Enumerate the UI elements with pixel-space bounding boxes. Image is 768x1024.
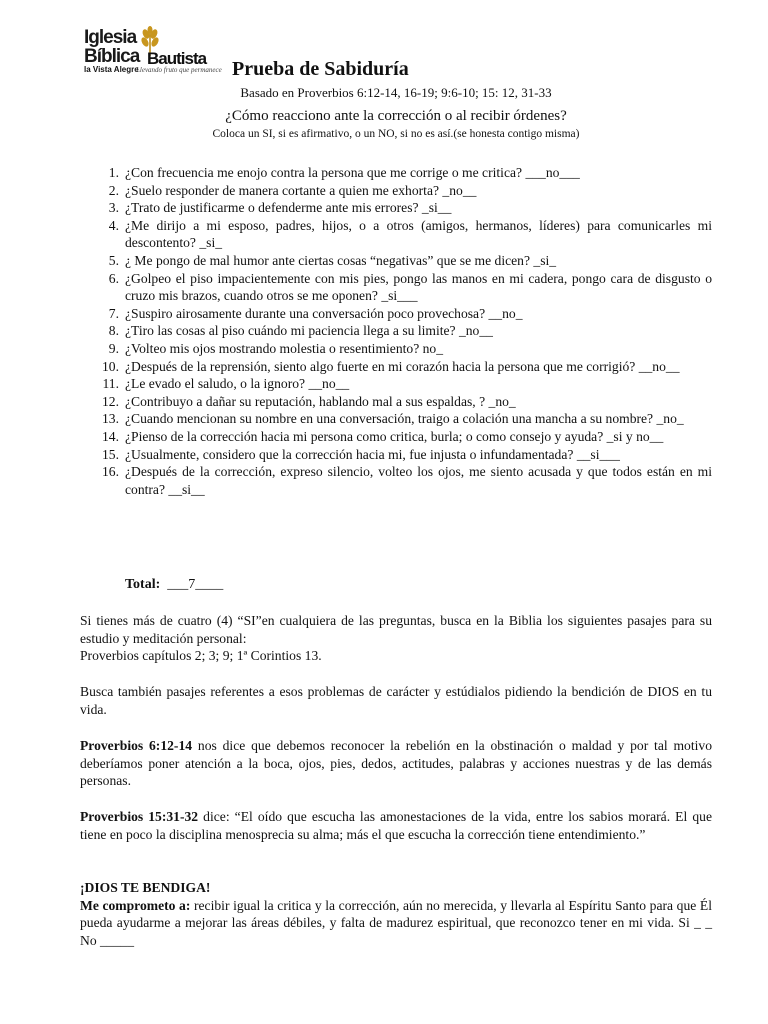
question-number: 6. [108,270,119,286]
question-text: ¿Usualmente, considero que la corrección hacia mi, fue injusta o infundamentada? __si___ [125,446,620,462]
question-number: 2. [108,182,119,198]
question-item [92,428,712,446]
commitment-paragraph [80,879,712,949]
commitment-text: recibir igual la critica y la corrección, aún no merecida, y llevarla al Espíritu Santo para que Él pueda ayudarme a mejorar las áreas débiles, y falta de madurez espiritual, que reconozco tener en mi vida. Si _ _ No _____ [80,897,712,948]
church-logo [84,26,224,76]
question-item [92,358,712,376]
logo-line-4: la Vista Alegre [84,65,139,74]
question-text: ¿Suelo responder de manera cortante a quien me exhorta? _no__ [125,182,477,198]
question-number: 1. [108,165,119,180]
question-number: 13. [102,411,119,427]
question-text: ¿Después de la corrección, expreso silencio, volteo los ojos, me siento acusada y que todos están en mi contra? __si__ [125,464,712,497]
question-item [92,305,712,323]
logo-tagline: Llevando fruto que permanece [136,66,222,74]
proverbs-15-ref: Proverbios 15:31-32 [80,809,199,824]
search-paragraph: Busca también pasajes referentes a esos problemas de carácter y estúdialos pidiendo la bendición de DIOS en tu vida. [80,684,712,717]
proverbs-6-text: nos dice que debemos reconocer la rebelión en la obstinación o maldad y por tal motivo deberíamos poner atención a la boca, ojos, pies, dedos, actitudes, palabras y acciones nuestras y de las demás personas. [80,738,712,789]
total-score [125,577,223,593]
proverbs-15-text: dice: “El oído que escucha las amonestaciones de la vida, entre los sabios morará. El que tiene en poco la disciplina menosprecia su alma; más el que escucha la corrección tiene entendimiento.” [80,809,712,842]
logo-line-1: Iglesia [84,27,137,48]
question-text: ¿ Me pongo de mal humor ante ciertas cosas “negativas” que se me dicen? _si_ [125,252,557,268]
question-item [92,199,712,217]
question-text: ¿Pienso de la corrección hacia mi persona como critica, burla; o como consejo y ayuda? _si y no__ [125,428,664,444]
total-value: ___7____ [167,577,224,592]
question-number: 4. [108,217,119,233]
question-text: ¿Trato de justificarme o defenderme ante mis errores? _si__ [125,200,452,216]
question-number: 5. [108,252,119,268]
question-item [92,322,712,340]
question-text: ¿Golpeo el piso impacientemente con mis pies, pongo las manos en mi cadera, pongo cara de disgusto o cruzo mis brazos, cuando otros se me oponen? _si___ [125,270,712,304]
question-text: ¿Contribuyo a dañar su reputación, hablando mal a sus espaldas, ? _no_ [125,393,516,409]
question-text: ¿Cuando mencionan su nombre en una conversación, traigo a colación una mancha a su nombre? _no_ [125,411,684,427]
question-item [92,446,712,464]
question-item [92,393,712,411]
question-item [92,375,712,393]
question-item [92,217,712,252]
question-number: 3. [108,200,119,216]
question-item [92,182,712,200]
question-text: ¿Volteo mis ojos mostrando molestia o resentimiento? no_ [125,340,444,356]
question-number: 9. [108,340,119,356]
question-item [92,164,712,182]
blessing-heading: ¡DIOS TE BENDIGA! [80,880,211,895]
question-number: 14. [102,428,119,444]
logo-line-3: Bautista [147,49,207,68]
question-text: ¿Suspiro airosamente durante una conversación poco provechosa? __no_ [125,305,523,321]
page-title: Prueba de Sabiduría [232,58,409,80]
question-item [92,270,712,305]
question-text: ¿Tiro las cosas al piso cuándo mi paciencia llega a su limite? _no__ [125,323,493,339]
question-number: 11. [102,376,119,392]
question-item [92,340,712,358]
main-question: ¿Cómo reacciono ante la corrección o al recibir órdenes? [225,108,567,124]
question-number: 7. [108,305,119,321]
study-references: Proverbios capítulos 2; 3; 9; 1ª Corintios 13. [80,648,322,664]
question-item [92,410,712,428]
question-text: ¿Me dirijo a mi esposo, padres, hijos, o a otros (amigos, hermanos, líderes) para comunicarles mi descontento? _si_ [125,217,712,251]
question-number: 16. [102,464,119,480]
instruction-text: Coloca un SI, si es afirmativo, o un NO, si no es así.(se honesta contigo misma) [212,128,580,140]
logo-line-2: Bíblica [84,46,140,67]
question-text: ¿Le evado el saludo, o la ignoro? __no__ [125,376,350,392]
question-item [92,252,712,270]
total-label: Total: [125,577,161,592]
page-subtitle: Basado en Proverbios 6:12-14, 16-19; 9:6-10; 15: 12, 31-33 [240,85,552,100]
question-number: 8. [108,323,119,339]
proverbs-6-ref: Proverbios 6:12-14 [80,738,193,753]
question-text: ¿Con frecuencia me enojo contra la persona que me corrige o me critica? ___no___ [125,165,580,180]
study-paragraph [80,612,712,665]
proverbs-6-paragraph [80,737,712,790]
question-list [92,164,712,498]
question-item [92,463,712,498]
study-text: Si tienes más de cuatro (4) “SI”en cualquiera de las preguntas, busca en la Biblia los siguientes pasajes para su estudio y meditación personal: [80,613,712,646]
commitment-label: Me comprometo a: [80,897,191,913]
question-number: 12. [102,393,119,409]
question-number: 15. [102,446,119,462]
question-text: ¿Después de la reprensión, siento algo fuerte en mi corazón hacia la persona que me corrigió? __no__ [125,358,680,374]
question-number: 10. [102,358,119,374]
proverbs-15-paragraph [80,808,712,843]
